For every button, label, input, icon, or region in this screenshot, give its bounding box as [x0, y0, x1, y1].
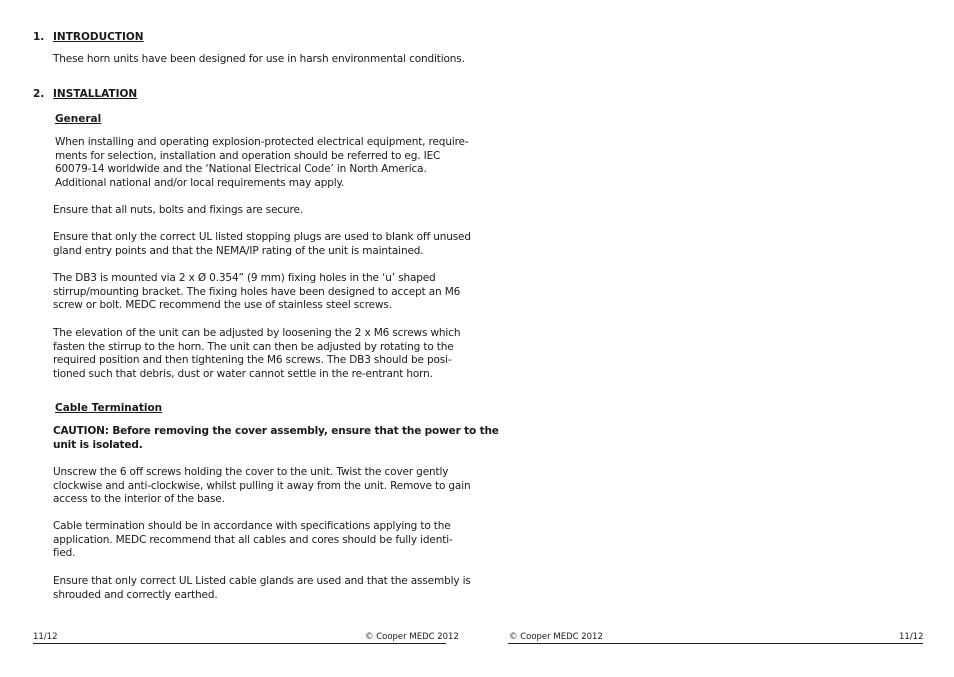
- cable-paragraph-3: [53, 575, 471, 602]
- caution-paragraph: [53, 425, 499, 452]
- text-line: Unscrew the 6 off screws holding the cover to the unit. Twist the cover gently: [53, 466, 449, 478]
- left-page-number: 11/12: [33, 632, 58, 642]
- text-line: access to the interior of the base.: [53, 493, 225, 506]
- right-copyright: © Cooper MEDC 2012: [509, 632, 603, 642]
- text-line: When installing and operating explosion-protected electrical equipment, require-: [55, 136, 469, 148]
- section-2-heading: [33, 88, 137, 100]
- text-line: CAUTION: Before removing the cover assembly, ensure that the power to the: [53, 425, 499, 437]
- text-line: required position and then tightening the M6 screws. The DB3 should be posi-: [53, 354, 452, 367]
- text-line: application. MEDC recommend that all cables and cores should be fully identi-: [53, 533, 453, 546]
- text-line: Ensure that only correct UL Listed cable glands are used and that the assembly is: [53, 575, 471, 587]
- section-1-number: 1.: [33, 31, 45, 43]
- cable-termination-subheading: Cable Termination: [55, 402, 163, 414]
- text-line: stirrup/mounting bracket. The fixing holes have been designed to accept an M6: [53, 285, 461, 298]
- section-1-title: INTRODUCTION: [53, 31, 144, 43]
- right-page-number: 11/12: [899, 632, 924, 642]
- text-line: shrouded and correctly earthed.: [53, 588, 218, 601]
- text-line: clockwise and anti-clockwise, whilst pulling it away from the unit. Remove to gain: [53, 479, 471, 492]
- left-footer-rule: [33, 643, 446, 644]
- text-line: screw or bolt. MEDC recommend the use of stainless steel screws.: [53, 299, 392, 312]
- text-line: unit is isolated.: [53, 438, 143, 451]
- text-line: The elevation of the unit can be adjusted by loosening the 2 x M6 screws which: [53, 327, 461, 339]
- left-copyright: © Cooper MEDC 2012: [365, 632, 459, 642]
- text-line: fied.: [53, 547, 76, 560]
- section-2-title: INSTALLATION: [53, 88, 138, 100]
- text-line: tioned such that debris, dust or water cannot settle in the re-entrant horn.: [53, 367, 433, 380]
- text-line: 60079-14 worldwide and the ‘National Electrical Code’ in North America.: [55, 163, 427, 176]
- text-line: Additional national and/or local requirements may apply.: [55, 176, 345, 189]
- text-line: Ensure that all nuts, bolts and fixings are secure.: [53, 204, 303, 216]
- general-paragraph-1: [55, 136, 469, 190]
- cable-paragraph-1: [53, 466, 471, 507]
- general-paragraph-3: [53, 231, 471, 258]
- right-footer-rule: [508, 643, 923, 644]
- general-paragraph-5: [53, 327, 461, 381]
- text-line: Ensure that only the correct UL listed stopping plugs are used to blank off unused: [53, 231, 471, 243]
- text-line: The DB3 is mounted via 2 x Ø 0.354” (9 mm) fixing holes in the ‘u’ shaped: [53, 272, 436, 284]
- text-line: Cable termination should be in accordance with specifications applying to the: [53, 520, 451, 532]
- general-paragraph-4: [53, 272, 461, 313]
- general-paragraph-2: [53, 204, 448, 218]
- text-line: fasten the stirrup to the horn. The unit can then be adjusted by rotating to the: [53, 340, 454, 353]
- section-1-heading: [33, 31, 144, 43]
- text-line: ments for selection, installation and operation should be referred to eg. IEC: [55, 149, 441, 162]
- right-page: [477, 0, 954, 677]
- general-subheading: General: [55, 113, 102, 125]
- cable-paragraph-2: [53, 520, 453, 561]
- section-2-number: 2.: [33, 88, 45, 100]
- text-line: gland entry points and that the NEMA/IP rating of the unit is maintained.: [53, 244, 424, 257]
- intro-paragraph: [53, 53, 465, 67]
- text-line: These horn units have been designed for use in harsh environmental conditions.: [53, 53, 465, 65]
